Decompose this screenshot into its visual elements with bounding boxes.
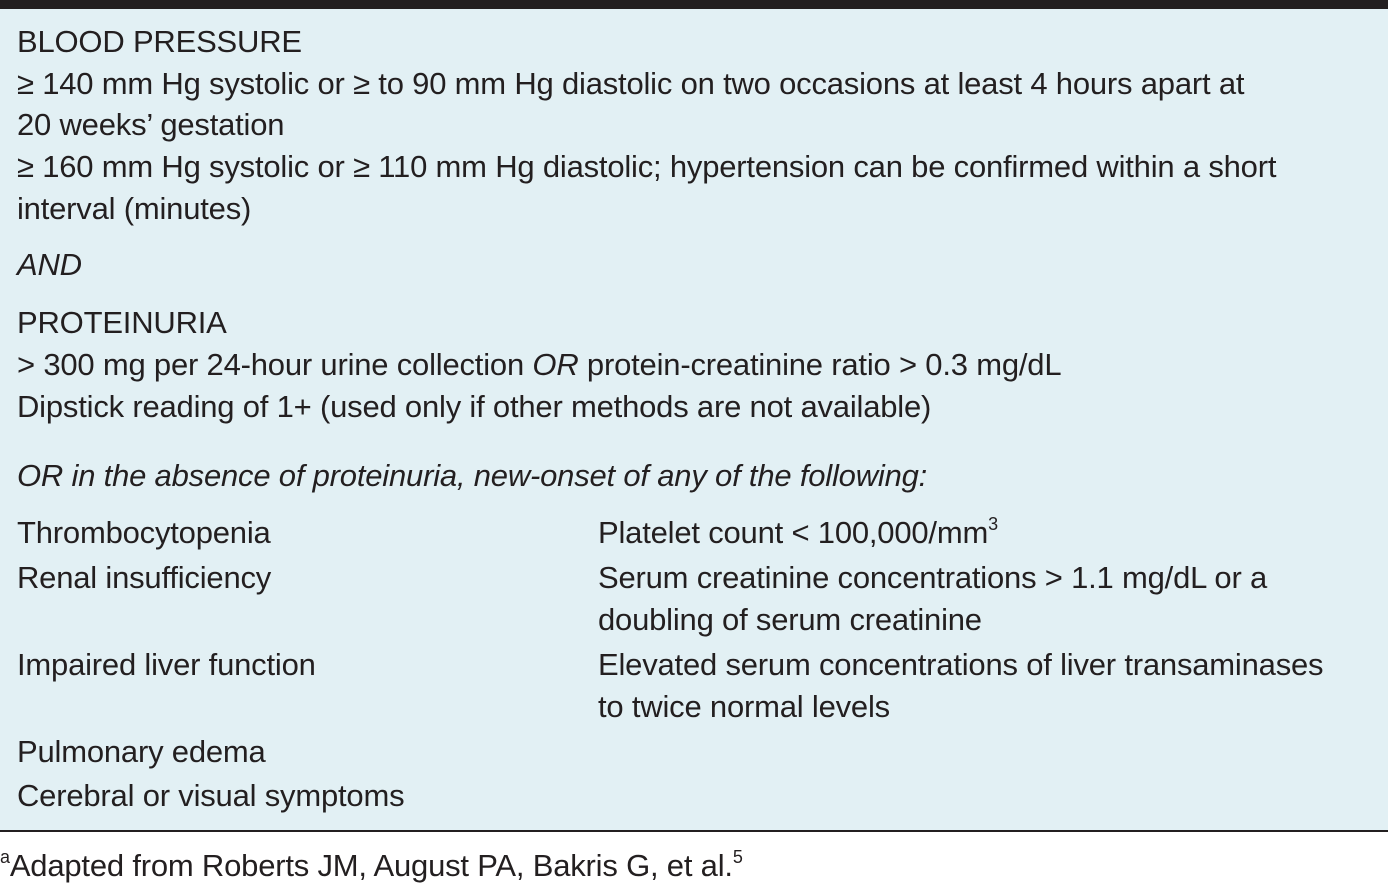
footnote [0,846,743,886]
condition-name: Cerebral or visual symptoms [17,778,405,813]
table-panel [0,9,1388,830]
proteinuria-line-1 [17,345,1061,385]
condition-name: Thrombocytopenia [17,515,271,550]
condition-name: Impaired liver function [17,647,316,682]
top-rule [0,0,1388,9]
bp-heading: BLOOD PRESSURE [17,24,302,59]
condition-name: Renal insufficiency [17,560,272,595]
proteinuria-line-1-b: protein-creatinine ratio > 0.3 mg/dL [578,347,1062,382]
bp-line-4: interval (minutes) [17,191,252,226]
proteinuria-or: OR [532,347,579,382]
condition-detail-cont: doubling of serum creatinine [598,602,982,637]
superscript-3: 3 [988,513,998,534]
condition-name: Pulmonary edema [17,734,266,769]
footnote-reference: 5 [732,846,743,867]
condition-detail-cont: to twice normal levels [598,689,890,724]
proteinuria-heading: PROTEINURIA [17,305,227,340]
footnote-text: Adapted from Roberts JM, August PA, Bakris G, et al. [9,848,733,883]
proteinuria-line-1-a: > 300 mg per 24-hour urine collection [17,347,533,382]
bp-line-2: 20 weeks’ gestation [17,107,285,142]
footnote-marker: a [0,846,10,867]
condition-detail [598,513,998,553]
proteinuria-line-2: Dipstick reading of 1+ (used only if other methods are not available) [17,389,932,424]
bp-line-3: ≥ 160 mm Hg systolic or ≥ 110 mm Hg diastolic; hypertension can be confirmed within a short [17,149,1277,184]
bp-line-1: ≥ 140 mm Hg systolic or ≥ to 90 mm Hg diastolic on two occasions at least 4 hours apart at [17,66,1245,101]
condition-detail: Serum creatinine concentrations > 1.1 mg/dL or a [598,560,1268,595]
and-label: AND [17,247,82,282]
condition-detail: Elevated serum concentrations of liver transaminases [598,647,1324,682]
or-absence-label: OR in the absence of proteinuria, new-onset of any of the following: [17,458,928,493]
condition-detail-text: Platelet count < 100,000/mm [598,515,989,550]
bottom-rule [0,830,1388,832]
